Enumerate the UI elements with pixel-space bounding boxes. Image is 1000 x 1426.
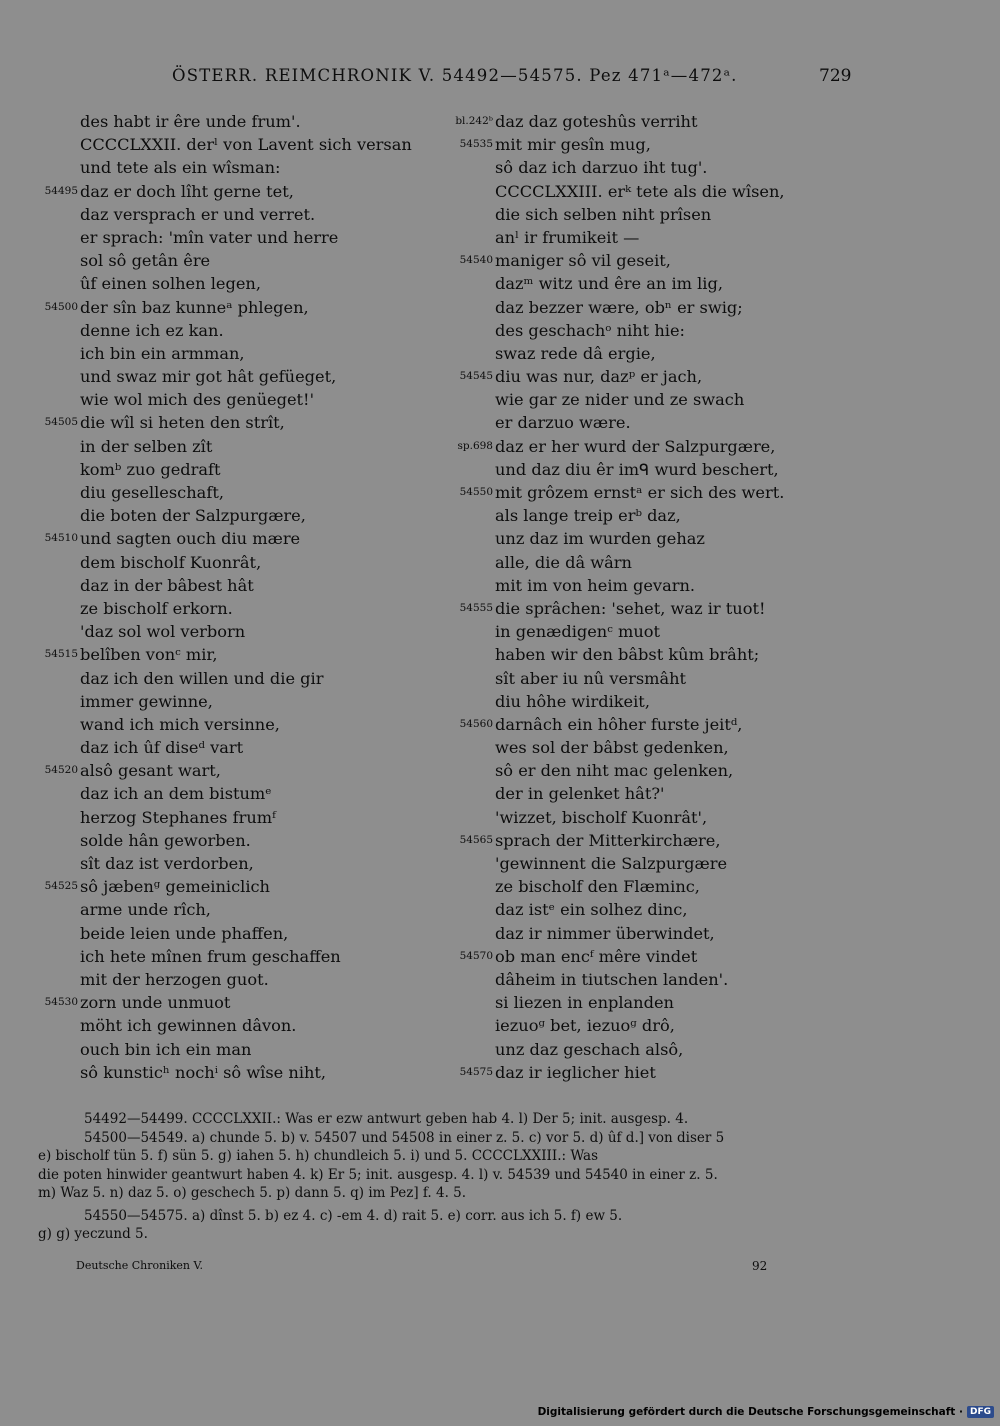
verse-line-text: 'daz sol wol verborn: [80, 622, 246, 642]
verse-line-text: und daz diu êr imᑫ wurd beschert,: [495, 459, 779, 479]
verse-line-number: 54545: [459, 370, 493, 383]
verse-line: [30, 690, 440, 713]
verse-line-text: ob man encᶠ mêre vindet: [495, 946, 698, 966]
verse-line-text: ich hete mînen frum geschaffen: [80, 946, 341, 966]
verse-line: [447, 806, 867, 829]
verse-line-number: 54515: [44, 648, 78, 661]
verse-line-text: iezuoᵍ bet, iezuoᵍ drô,: [495, 1016, 675, 1036]
verse-line: [30, 180, 440, 203]
verse-line: [30, 574, 440, 597]
verse-line: [447, 782, 867, 805]
verse-line-number: 54510: [44, 532, 78, 545]
verse-line-number: 54540: [459, 254, 493, 267]
verse-line: [30, 736, 440, 759]
verse-line: [30, 388, 440, 411]
verse-line-text: immer gewinne,: [80, 691, 213, 711]
verse-line: [447, 527, 867, 550]
verse-line-text: möht ich gewinnen dâvon.: [80, 1016, 297, 1036]
verse-line: [447, 945, 867, 968]
verse-line: [447, 226, 867, 249]
verse-line: [447, 1038, 867, 1061]
verse-line: [447, 922, 867, 945]
verse-line: [30, 133, 440, 156]
verse-line: [30, 458, 440, 481]
verse-line-number: 54495: [44, 184, 78, 197]
verse-line-text: daz versprach er und verret.: [80, 204, 316, 224]
verse-line-text: daz ich ûf diseᵈ vart: [80, 738, 244, 758]
verse-line: [30, 342, 440, 365]
verse-line: [30, 319, 440, 342]
verse-line-text: daz er doch lîht gerne tet,: [80, 181, 294, 201]
verse-line: [447, 319, 867, 342]
verse-line-text: CCCCLXXIII. erᵏ tete als die wîsen,: [495, 181, 785, 201]
verse-line-text: herzog Stephanes frumᶠ: [80, 807, 276, 827]
verse-line: [30, 829, 440, 852]
verse-line-text: die wîl si heten den strît,: [80, 413, 285, 433]
verse-line: [447, 1014, 867, 1037]
verse-line-text: der sîn baz kunneᵃ phlegen,: [80, 297, 309, 317]
verse-line: [30, 296, 440, 319]
verse-line-text: mit im von heim gevarn.: [495, 575, 696, 595]
verse-line-text: sprach der Mitterkirchære,: [495, 830, 721, 850]
verse-line-text: anˡ ir frumikeit —: [495, 227, 640, 247]
verse-line: [447, 551, 867, 574]
verse-line-number: 54575: [459, 1065, 493, 1078]
footnote-line: m) Waz 5. n) daz 5. o) geschech 5. p) dann 5. q) im Pez] f. 4. 5.: [38, 1185, 467, 1201]
verse-line: [30, 875, 440, 898]
footnote-line: die poten hinwider geantwurt haben 4. k) Er 5; init. ausgesp. 4. l) v. 54539 und 54540 in einer z. 5.: [38, 1166, 718, 1183]
verse-line-number: 54550: [459, 486, 493, 498]
verse-line-text: sô jæbenᵍ gemeiniclich: [80, 877, 270, 897]
verse-line-number: bl.242ᵇ: [455, 115, 493, 127]
dfg-banner-text: Digitalisierung gefördert durch die Deutsche Forschungsgemeinschaft ·: [537, 1406, 963, 1418]
verse-line-number: 54555: [459, 601, 493, 614]
verse-line: [30, 1038, 440, 1061]
verse-line: [30, 806, 440, 829]
verse-line: [30, 667, 440, 690]
verse-line-text: belîben vonᶜ mir,: [80, 645, 218, 665]
verse-line: [30, 759, 440, 782]
verse-line-text: daz ich an dem bistumᵉ: [80, 784, 272, 804]
verse-line: [447, 133, 867, 156]
footnote-line: 54550—54575. a) dînst 5. b) ez 4. c) -em 4. d) rait 5. e) corr. aus ich 5. f) ew 5.: [84, 1207, 623, 1224]
verse-line-text: zorn unde unmuot: [80, 993, 231, 1013]
verse-line: [30, 945, 440, 968]
verse-line: [30, 156, 440, 179]
verse-line: [447, 481, 867, 504]
verse-line-text: die sich selben niht prîsen: [495, 204, 712, 224]
verse-line-text: ûf einen solhen legen,: [80, 274, 261, 294]
verse-line: [30, 852, 440, 875]
right-verse-column: [447, 110, 867, 1084]
verse-line-text: wie gar ze nider und ze swach: [495, 390, 745, 410]
footnote-line: e) bischolf tün 5. f) sün 5. g) iahen 5. h) chundleich 5. i) und 5. CCCCLXXIII.: Was: [38, 1148, 599, 1164]
verse-line: [30, 620, 440, 643]
verse-line-text: daz ir ieglicher hiet: [495, 1062, 656, 1082]
verse-line: [30, 435, 440, 458]
footnote-line: 54500—54549. a) chunde 5. b) v. 54507 und 54508 in einer z. 5. c) vor 5. d) ûf d.] von diser 5: [84, 1129, 725, 1146]
verse-line: [447, 365, 867, 388]
verse-line: [447, 991, 867, 1014]
verse-line: [30, 411, 440, 434]
verse-line-text: sît aber iu nû versmâht: [495, 668, 687, 688]
verse-line: [447, 713, 867, 736]
verse-line-text: komᵇ zuo gedraft: [80, 459, 221, 479]
verse-line-number: 54525: [44, 880, 78, 893]
verse-line-number: 54535: [459, 138, 493, 151]
verse-line-number: 54520: [44, 764, 78, 777]
footnotes: [38, 1110, 858, 1244]
verse-line-number: 54570: [459, 949, 493, 962]
footer-signature: 92: [752, 1259, 768, 1273]
running-header: [0, 66, 1000, 92]
verse-line: [447, 852, 867, 875]
verse-line-text: sô daz ich darzuo iht tug'.: [495, 158, 708, 178]
verse-line-text: alsô gesant wart,: [80, 761, 221, 781]
left-verse-column: [30, 110, 440, 1084]
verse-line-text: mit grôzem ernstᵃ er sich des wert.: [495, 483, 785, 502]
verse-line: [447, 272, 867, 295]
verse-line: [447, 388, 867, 411]
verse-line: [447, 1061, 867, 1084]
verse-line: [30, 272, 440, 295]
verse-line-text: wand ich mich versinne,: [80, 714, 280, 734]
verse-line: [30, 991, 440, 1014]
verse-line-text: daz er her wurd der Salzpurgære,: [495, 436, 776, 456]
verse-line: [447, 690, 867, 713]
verse-line: [30, 249, 440, 272]
verse-line: [447, 203, 867, 226]
verse-line-text: unz daz im wurden gehaz: [495, 529, 705, 549]
verse-line-text: diu was nur, dazᵖ er jach,: [495, 367, 703, 387]
verse-line-text: diu geselleschaft,: [80, 483, 224, 502]
verse-line: [30, 527, 440, 550]
verse-line-text: ouch bin ich ein man: [80, 1039, 252, 1059]
verse-line: [30, 968, 440, 991]
dfg-banner: [538, 1404, 994, 1420]
verse-line: [30, 365, 440, 388]
verse-line-number: sp.698: [457, 439, 493, 452]
verse-line: [30, 110, 440, 133]
page-number: 729: [819, 66, 852, 86]
verse-line: [447, 249, 867, 272]
verse-line-text: sît daz ist verdorben,: [80, 854, 254, 873]
verse-line-text: CCCCLXXII. derˡ von Lavent sich versan: [80, 135, 412, 155]
verse-line: [447, 574, 867, 597]
verse-line: [447, 296, 867, 319]
verse-line: [30, 203, 440, 226]
verse-line-text: daz ir nimmer überwindet,: [495, 923, 715, 943]
verse-line: [447, 180, 867, 203]
verse-line-text: die boten der Salzpurgære,: [80, 506, 306, 526]
verse-line-text: darnâch ein hôher furste jeitᵈ,: [495, 714, 743, 734]
verse-line-text: in genædigenᶜ muot: [495, 622, 661, 642]
verse-line-text: unz daz geschach alsô,: [495, 1039, 684, 1059]
verse-line-text: sô kunsticʰ nochⁱ sô wîse niht,: [80, 1062, 327, 1082]
verse-line: [447, 597, 867, 620]
verse-line: [447, 156, 867, 179]
verse-line-text: wie wol mich des genüeget!': [80, 390, 315, 410]
verse-line: [30, 551, 440, 574]
verse-line-text: daz in der bâbest hât: [80, 575, 254, 595]
verse-line: [30, 922, 440, 945]
verse-line-text: und sagten ouch diu mære: [80, 529, 301, 549]
verse-line-text: daz daz goteshûs verriht: [495, 112, 698, 131]
verse-line-text: beide leien unde phaffen,: [80, 923, 289, 943]
verse-line-text: maniger sô vil geseit,: [495, 251, 671, 271]
verse-line-text: er darzuo wære.: [495, 413, 631, 433]
verse-line: [30, 713, 440, 736]
verse-line-text: und swaz mir got hât gefüeget,: [80, 367, 337, 387]
verse-line-number: 54500: [44, 300, 78, 313]
verse-line: [447, 411, 867, 434]
footer-series-title: Deutsche Chroniken V.: [76, 1259, 203, 1272]
verse-line-text: wes sol der bâbst gedenken,: [495, 738, 729, 758]
verse-line: [447, 504, 867, 527]
verse-line-text: und tete als ein wîsman:: [80, 158, 281, 178]
verse-line-text: daz ich den willen und die gir: [80, 668, 324, 688]
verse-line: [447, 898, 867, 921]
verse-line: [30, 1014, 440, 1037]
verse-line-text: mit der herzogen guot.: [80, 969, 269, 989]
verse-line-text: die sprâchen: 'sehet, waz ir tuot!: [495, 598, 766, 618]
verse-line: [30, 481, 440, 504]
verse-line-text: in der selben zît: [80, 436, 213, 456]
verse-line-text: solde hân geworben.: [80, 830, 251, 850]
verse-line-number: 54530: [44, 996, 78, 1009]
verse-line: [447, 829, 867, 852]
verse-line-text: dem bischolf Kuonrât,: [80, 552, 262, 572]
verse-line-number: 54505: [44, 416, 78, 429]
verse-line-text: daz istᵉ ein solhez dinc,: [495, 900, 688, 920]
verse-line-text: arme unde rîch,: [80, 900, 211, 920]
verse-line-text: diu hôhe wirdikeit,: [495, 691, 650, 711]
verse-line: [30, 898, 440, 921]
verse-line: [30, 226, 440, 249]
verse-line-number: 54560: [459, 717, 493, 730]
verse-line: [447, 875, 867, 898]
verse-line-text: ich bin ein armman,: [80, 343, 245, 363]
verse-line-text: swaz rede dâ ergie,: [495, 343, 656, 363]
verse-line-text: haben wir den bâbst kûm brâht;: [495, 645, 760, 665]
verse-line: [447, 110, 867, 133]
verse-line-text: 'wizzet, bischolf Kuonrât',: [495, 807, 708, 827]
verse-line: [447, 643, 867, 666]
verse-line-number: 54565: [459, 833, 493, 846]
verse-line-text: dazᵐ witz und êre an im lig,: [495, 274, 723, 294]
verse-line-text: er sprach: 'mîn vater und herre: [80, 227, 339, 247]
footnote-line: g) g) yeczund 5.: [38, 1226, 148, 1242]
verse-line: [447, 759, 867, 782]
verse-line: [30, 1061, 440, 1084]
verse-line: [30, 597, 440, 620]
verse-line-text: sô er den niht mac gelenken,: [495, 761, 734, 781]
verse-line-text: mit mir gesîn mug,: [495, 135, 651, 155]
verse-line-text: des geschachᵒ niht hie:: [495, 320, 685, 340]
verse-line-text: ze bischolf den Flæminc,: [495, 877, 700, 897]
verse-line: [447, 620, 867, 643]
verse-line-text: alle, die dâ wârn: [495, 552, 632, 572]
verse-line-text: sol sô getân êre: [80, 251, 211, 271]
dfg-logo: DFG: [967, 1406, 994, 1418]
verse-line-text: dâheim in tiutschen landen'.: [495, 969, 729, 989]
running-title: ÖSTERR. REIMCHRONIK V. 54492—54575. Pez 471ᵃ—472ᵃ.: [172, 66, 738, 85]
verse-line: [30, 782, 440, 805]
verse-line: [30, 504, 440, 527]
verse-line-text: als lange treip erᵇ daz,: [495, 506, 681, 526]
verse-line-text: ze bischolf erkorn.: [80, 598, 233, 618]
verse-line: [447, 342, 867, 365]
verse-line-text: daz bezzer wære, obⁿ er swig;: [495, 297, 743, 317]
verse-line-text: si liezen in enplanden: [495, 993, 674, 1013]
verse-line-text: 'gewinnent die Salzpurgære: [495, 854, 728, 873]
footnote-line: 54492—54499. CCCCLXXII.: Was er ezw antwurt geben hab 4. l) Der 5; init. ausgesp. 4.: [84, 1111, 689, 1127]
verse-line-text: der in gelenket hât?': [495, 784, 665, 804]
verse-line-text: denne ich ez kan.: [80, 320, 224, 340]
verse-line: [447, 667, 867, 690]
verse-line: [447, 435, 867, 458]
verse-line: [30, 643, 440, 666]
verse-line: [447, 458, 867, 481]
verse-line: [447, 968, 867, 991]
verse-line: [447, 736, 867, 759]
verse-line-text: des habt ir êre unde frum'.: [80, 112, 301, 131]
